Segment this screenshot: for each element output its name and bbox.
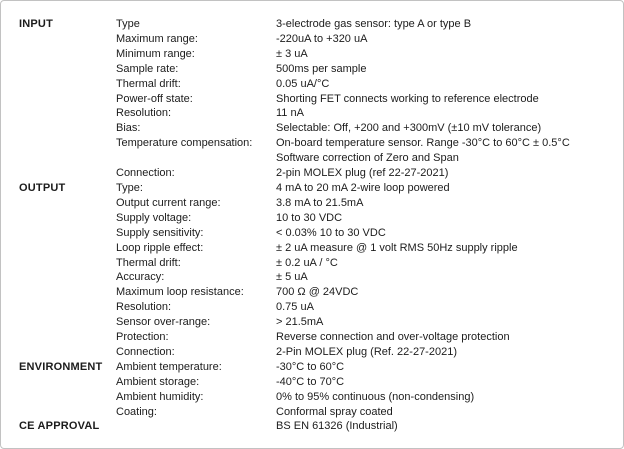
spec-label: Accuracy:: [116, 271, 165, 284]
spec-row: [19, 256, 615, 271]
spec-value: 0.05 uA/°C: [276, 77, 330, 90]
spec-value: On-board temperature sensor. Range -30°C to 60°C ± 0.5°C: [276, 137, 570, 150]
spec-label: Thermal drift:: [116, 77, 181, 90]
spec-value: 3.8 mA to 21.5mA: [276, 196, 364, 209]
spec-label: Resolution:: [116, 301, 172, 314]
spec-label: Ambient humidity:: [116, 390, 204, 403]
spec-value: BS EN 61326 (Industrial): [276, 420, 398, 433]
spec-label: Connection:: [116, 345, 175, 358]
spec-row: [19, 405, 615, 420]
spec-label: Loop ripple effect:: [116, 241, 204, 254]
spec-value: ± 2 uA measure @ 1 volt RMS 50Hz supply ripple: [276, 241, 518, 254]
section-title-ce-approval: CE APPROVAL: [19, 420, 100, 433]
spec-value: 700 Ω @ 24VDC: [276, 286, 359, 299]
spec-label: Supply sensitivity:: [116, 226, 204, 239]
spec-value: Reverse connection and over-voltage protection: [276, 331, 510, 344]
spec-row: [19, 270, 615, 285]
spec-row: [19, 330, 615, 345]
spec-label: Type:: [116, 181, 143, 194]
spec-row: [19, 17, 615, 32]
spec-label: [116, 151, 276, 166]
spec-label: Bias:: [116, 122, 141, 135]
spec-label: Coating:: [116, 405, 157, 418]
section-title-input: INPUT: [19, 18, 53, 30]
spec-value: > 21.5mA: [276, 316, 324, 329]
spec-value: 2-Pin MOLEX plug (Ref. 22-27-2021): [276, 345, 457, 358]
spec-value: ± 0.2 uA / °C: [276, 256, 338, 269]
spec-row: [19, 166, 615, 181]
spec-row: [19, 92, 615, 107]
spec-row: [19, 211, 615, 226]
spec-label: Connection:: [116, 167, 175, 180]
spec-label: Maximum loop resistance:: [116, 286, 244, 299]
spec-value: 0.75 uA: [276, 301, 314, 314]
spec-row: [19, 360, 615, 375]
spec-label: Maximum range:: [116, 32, 198, 45]
spec-value: < 0.03% 10 to 30 VDC: [276, 226, 386, 239]
spec-value: -30°C to 60°C: [276, 360, 345, 373]
spec-value: -40°C to 70°C: [276, 375, 345, 388]
spec-row: [19, 151, 615, 166]
spec-label: Output current range:: [116, 196, 221, 209]
spec-row: [19, 32, 615, 47]
spec-row: [19, 226, 615, 241]
spec-label: Resolution:: [116, 107, 172, 120]
spec-value: -220uA to +320 uA: [276, 32, 368, 45]
spec-label: Ambient storage:: [116, 375, 200, 388]
spec-row: [19, 121, 615, 136]
spec-value: ± 3 uA: [276, 47, 308, 60]
spec-row: [19, 77, 615, 92]
spec-value: Conformal spray coated: [276, 405, 393, 418]
spec-label: Sensor over-range:: [116, 316, 211, 329]
spec-value: ± 5 uA: [276, 271, 308, 284]
spec-value: 2-pin MOLEX plug (ref 22-27-2021): [276, 167, 449, 180]
spec-row: [19, 136, 615, 151]
spec-value: 500ms per sample: [276, 62, 367, 75]
spec-label: Type: [116, 18, 140, 30]
spec-label: Sample rate:: [116, 62, 179, 75]
spec-row: [19, 285, 615, 300]
spec-label: Supply voltage:: [116, 211, 192, 224]
spec-value: Software correction of Zero and Span: [276, 152, 459, 165]
spec-value: 4 mA to 20 mA 2-wire loop powered: [276, 181, 450, 194]
spec-value: 10 to 30 VDC: [276, 211, 343, 224]
spec-label: Ambient temperature:: [116, 360, 222, 373]
spec-row: [19, 375, 615, 390]
spec-row: [19, 181, 615, 196]
spec-label: Thermal drift:: [116, 256, 181, 269]
spec-row: [19, 62, 615, 77]
spec-row: [19, 241, 615, 256]
spec-label: Power-off state:: [116, 92, 193, 105]
spec-label: Protection:: [116, 331, 169, 344]
spec-row: [19, 315, 615, 330]
spec-row: [19, 419, 615, 434]
spec-value: 3-electrode gas sensor: type A or type B: [276, 18, 472, 30]
section-title-environment: ENVIRONMENT: [19, 360, 103, 373]
spec-label: Temperature compensation:: [116, 137, 253, 150]
spec-label: Minimum range:: [116, 47, 195, 60]
spec-label: [116, 419, 276, 434]
spec-value: Shorting FET connects working to reference electrode: [276, 92, 539, 105]
spec-row: [19, 106, 615, 121]
spec-value: Selectable: Off, +200 and +300mV (±10 mV tolerance): [276, 122, 542, 135]
spec-row: [19, 390, 615, 405]
spec-row: [19, 345, 615, 360]
spec-row: [19, 196, 615, 211]
spec-value: 11 nA: [276, 107, 304, 120]
spec-row: [19, 300, 615, 315]
spec-row: [19, 47, 615, 62]
spec-value: 0% to 95% continuous (non-condensing): [276, 390, 475, 403]
section-title-output: OUTPUT: [19, 181, 66, 194]
